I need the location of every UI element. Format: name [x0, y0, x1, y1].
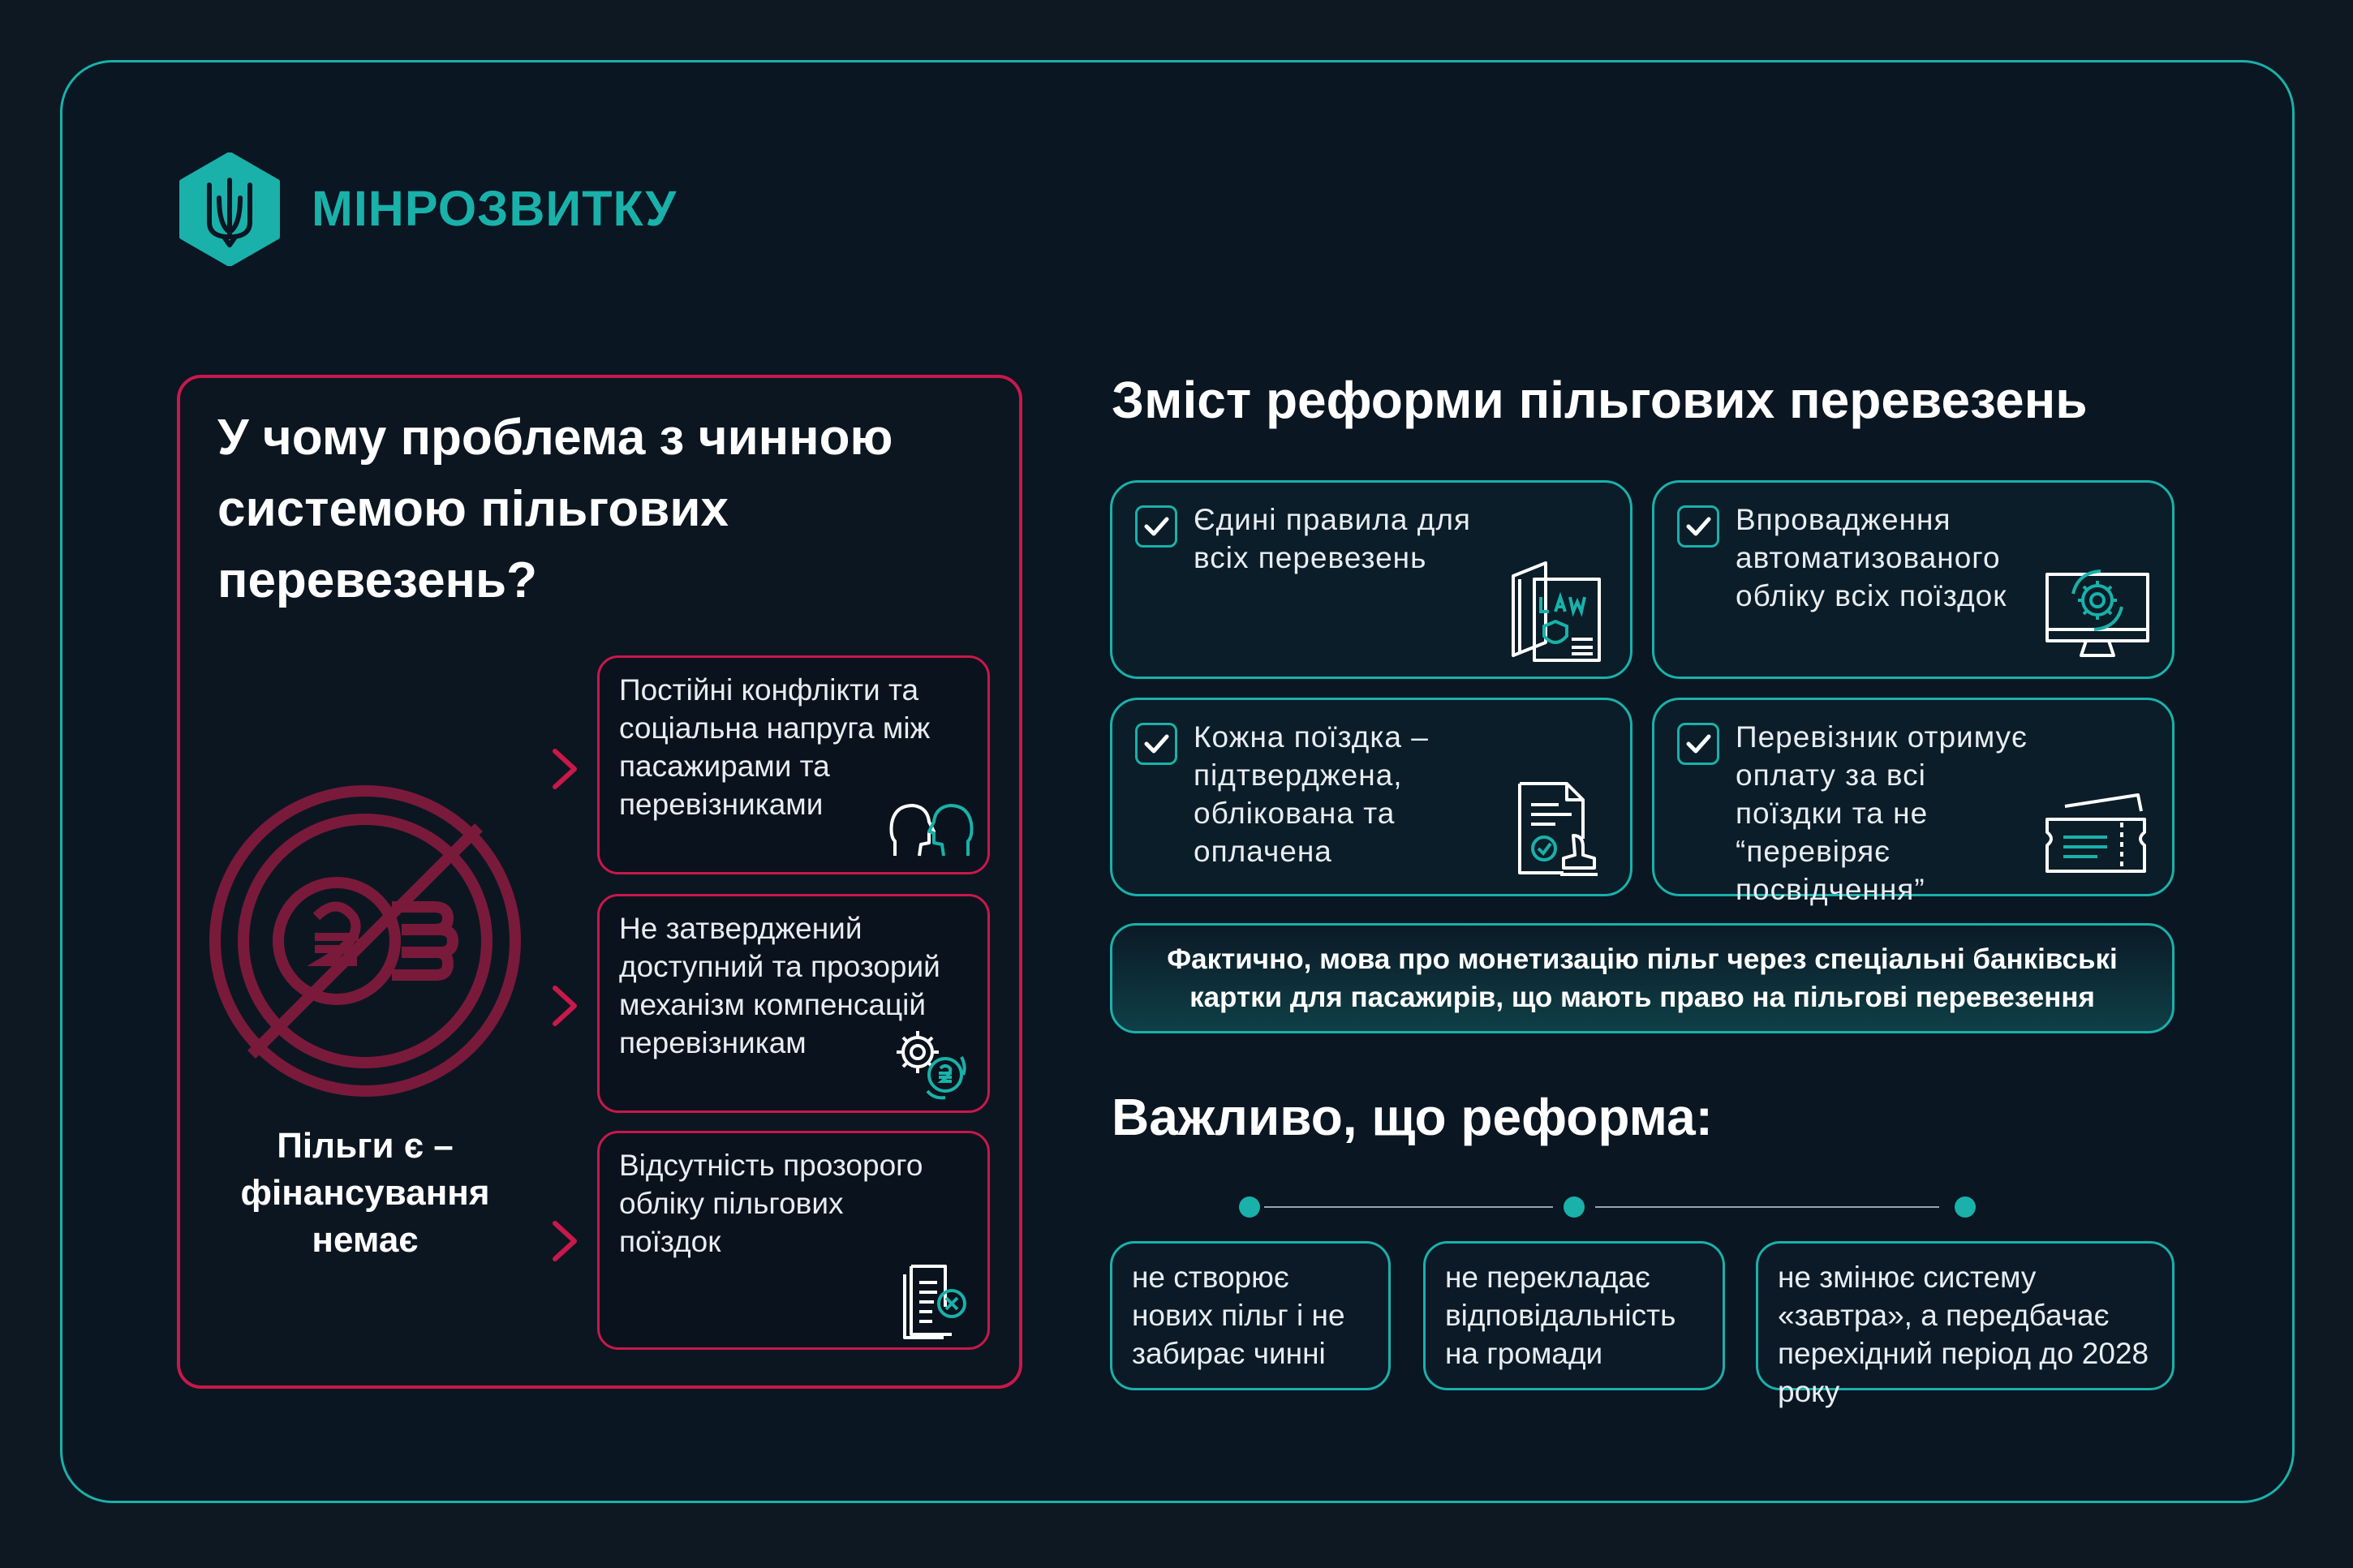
problem-title: У чому проблема з чинною системою пільгових перевезень? — [217, 410, 893, 608]
feature-card — [1652, 480, 2174, 679]
important-text: не перекладає відповідальність на громади — [1445, 1261, 1676, 1370]
problem-item — [597, 894, 990, 1113]
banner-text: Фактично, мова про монетизацію пільг через спеціальні банківські картки для пасажирів, що мають право на пільгові перевезення — [1167, 943, 2118, 1013]
checkbox-icon — [1677, 505, 1719, 548]
feature-card — [1110, 698, 1632, 896]
benefit-no-funding-text: Пільги є – фінансування немає — [240, 1126, 490, 1260]
crossed-coin-icon — [203, 779, 527, 1103]
brand-name: МІНРОЗВИТКУ — [312, 181, 678, 236]
important-item — [1110, 1241, 1391, 1390]
feature-text: Єдині правила для всіх перевезень — [1194, 503, 1471, 574]
feature-card — [1110, 480, 1632, 679]
chevron-right-icon — [548, 1217, 581, 1265]
problem-item — [597, 1131, 990, 1350]
problem-text: Відсутність прозорого обліку пільгових поїздок — [619, 1149, 923, 1258]
important-text: не змінює систему «завтра», а передбачає перехідний період до 2028 року — [1778, 1261, 2149, 1408]
gear-hryvnia-icon — [887, 1021, 976, 1102]
important-title: Важливо, що реформа: — [1112, 1088, 1713, 1146]
important-text: не створює нових пільг і не забирає чинні — [1132, 1261, 1345, 1370]
problem-text: Постійні конфлікти та соціальна напруга між пасажирами та перевізниками — [619, 673, 931, 821]
problem-text: Не затверджений доступний та прозорий механізм компенсацій перевізникам — [619, 912, 940, 1059]
timeline-connector — [1217, 1192, 1980, 1225]
checkbox-icon — [1135, 723, 1177, 765]
feature-card — [1652, 698, 2174, 906]
problem-item — [597, 655, 990, 874]
feature-text: Впровадження автоматизованого обліку всіх поїздок — [1736, 503, 2007, 612]
monetization-banner — [1110, 923, 2174, 1033]
checkbox-icon — [1135, 505, 1177, 548]
monitor-gear-icon — [2041, 552, 2154, 665]
feature-text: Перевізник отримує оплату за всі поїздки та не “перевіряє посвідчення” — [1736, 720, 2028, 906]
reform-title: Зміст реформи пільгових перевезень — [1112, 371, 2088, 429]
stamp-document-icon — [1499, 769, 1612, 883]
trident-logo-icon — [177, 153, 282, 266]
checkbox-icon — [1677, 723, 1719, 765]
important-item — [1423, 1241, 1725, 1390]
chevron-right-icon — [548, 982, 581, 1030]
law-book-icon — [1499, 552, 1612, 665]
feature-text: Кожна поїздка – підтверджена, облікована та оплачена — [1194, 720, 1429, 868]
ticket-icon — [2041, 769, 2154, 883]
people-conflict-icon — [887, 783, 976, 864]
important-item — [1756, 1241, 2174, 1408]
chevron-right-icon — [548, 745, 581, 793]
document-cross-icon — [887, 1258, 976, 1339]
